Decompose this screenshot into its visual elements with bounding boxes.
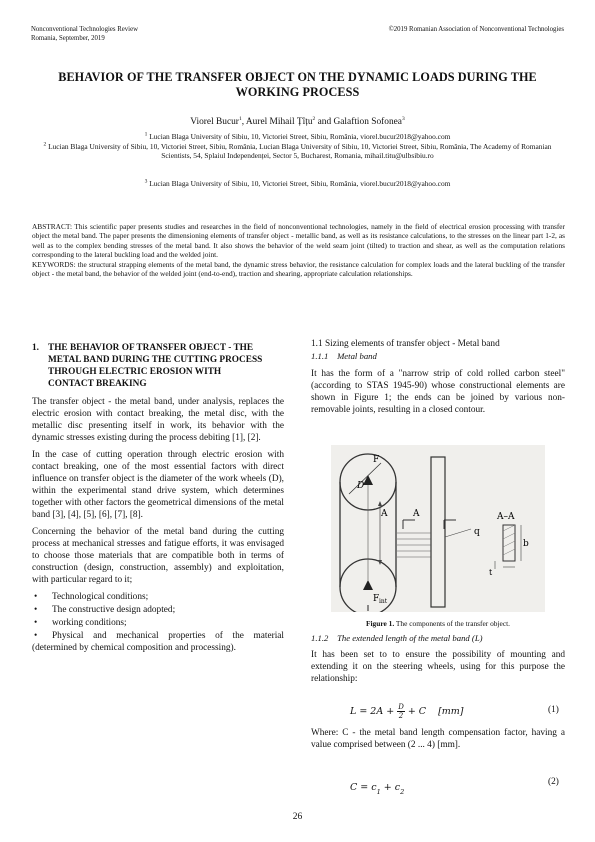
caption-text: The components of the transfer object. [394,619,511,628]
affiliation-1 [40,132,555,141]
bullet-list [32,591,284,654]
section-number: 1. [32,343,39,353]
author-list [30,116,565,128]
fraction-numerator: D [398,702,404,711]
journal-date: Romania, September, 2019 [31,34,105,42]
author-separator: , [241,117,246,127]
subsubsection-number: 1.1.1 [311,351,329,361]
list-item-text: Physical and mechanical properties of the material (determined by chemical composition and processing). [32,631,284,653]
list-item-text: Technological conditions; [52,592,149,602]
paragraph: The transfer object - the metal band, under analysis, replaces the electric erosion with contact breaking, the metal disc, with the metallic disc presenting itself in work, its behavior with the dynamic stresses existing during the process debiting [1], [2]. [32,397,284,443]
affiliation-marker: 2 [43,141,47,148]
subsubsection-heading [311,633,565,644]
keywords: KEYWORDS: the structural strapping elements of the metal band, the dynamic stress behavior, the resistance calculation for complex loads and the lateral buckling of the transfer object - the metal band, the behavior of the welded joint (end-to-end), traction and shearing, appropriate calculation relationships. [32,259,565,279]
right-column-lower [311,633,565,690]
section-label-a: A [381,509,388,519]
force-label-bottom: F [373,594,380,604]
equation-2 [350,777,404,796]
diameter-label: D [357,481,365,491]
paragraph: In the case of cutting operation through electric erosion with contact breaking, one of the most essential factors with direct influence on transfer object is the diameter of the work wheels (D), within the experimental stand drive system, which determines together with other factors the geometrical dimensions of the metal band [3], [4], [5], [6], [7], [8]. [32,450,284,520]
left-column [32,342,284,655]
list-item [32,630,284,654]
author-separator: and [315,117,334,127]
journal-header-left [31,26,138,43]
subsubsection-title: Metal band [337,351,377,361]
subscript: 1 [376,788,381,797]
bullet-icon: • [34,605,38,615]
equation-lhs: L = 2A + [350,705,395,717]
paragraph: Concerning the behavior of the metal band during the cutting process at mechanical stresses and fatigue efforts, it was envisaged to choose those materials that are compatible both in terms of construction (design, construction, assembly) and exploitation, with particular regard to it; [32,527,284,585]
author-2-affil: 2 [312,115,316,122]
thickness-label-t: t [489,568,493,577]
equation-rhs: + c [380,782,401,793]
author-2: Aurel Mihail Țîțu [245,117,313,127]
width-label-b: b [523,539,529,549]
author-3: Galaftion Sofonea [333,117,402,127]
bullet-icon: • [34,618,38,628]
copyright-notice: ©2019 Romanian Association of Nonconventional Technologies [388,26,564,33]
caption-label: Figure 1. [365,619,395,628]
load-label-q: q [474,527,480,537]
subsubsection-title: The extended length of the metal band (L) [337,633,483,643]
figure-1 [331,445,545,612]
force-subscript: int [379,598,388,605]
figure-caption [311,619,565,628]
journal-name: Nonconventional Technologies Review [31,26,138,33]
page-number: 26 [292,812,303,822]
affiliation-3 [40,179,555,188]
section-title: THE BEHAVIOR OF TRANSFER OBJECT - THE METAL BAND DURING THE CUTTING PROCESS THROUGH ELECTRIC EROSION WITH CONTACT BREAKING [48,343,263,389]
fraction-denominator: 2 [398,711,404,720]
subscript: 2 [400,788,405,797]
equation-lhs: C = c [350,782,377,793]
paper-title: BEHAVIOR OF THE TRANSFER OBJECT ON THE DYNAMIC LOADS DURING THE WORKING PROCESS [58,70,537,99]
paragraph: It has been set to to ensure the possibility of mounting and extending it on the steering wheels, using for this purpose the relationship: [311,650,565,684]
abstract-block [32,222,565,278]
list-item [32,604,284,616]
band-drawing [331,445,545,612]
subsection-heading: 1.1 Sizing elements of transfer object - Metal band [311,339,500,349]
author-3-affil: 3 [401,115,405,122]
affiliation-marker: 3 [144,178,148,185]
paragraph: It has the form of a "narrow strip of cold rolled carbon steel" (according to STAS 1945-90) whose constructional elements are shown in Figure 1; the ends can be joined by various non-removable joints, resulting in a closed contour. [311,369,565,415]
fraction [397,703,405,720]
equation-1 [350,700,464,722]
list-item-text: The constructive design adopted; [52,605,176,615]
equation-unit: [mm] [438,705,464,717]
equation-rhs: + C [407,705,427,717]
section-aa-label: A–A [497,512,515,522]
right-column-bottom [311,727,565,756]
section-heading [32,342,284,390]
list-item [32,591,284,603]
affiliation-text: Lucian Blaga University of Sibiu, 10, Victoriei Street, Sibiu, România, viorel.bucur2018@yahoo.com [147,132,451,141]
section-label-a: A [413,509,420,519]
subsubsection-heading [311,351,565,362]
abstract: ABSTRACT: This scientific paper presents studies and researches in the field of nonconventional technologies, namely in the field of electrical erosion processing with transfer object the metal band. The paper presents the dimensioning elements of transfer object - metallic band, as well as its resistance calculations, to the stresses on the linear part 1-2, as well as to the complex bending stresses of the metal band. It also shows the behavior of the weld seam joint (tilted) to traction and shear, as well as the computation relations corresponding to the lateral buckling load and the welded joint. [32,222,565,260]
bullet-icon: • [34,631,38,641]
subsubsection-number: 1.1.2 [311,633,329,643]
affiliation-text: Lucian Blaga University of Sibiu, 10, Victoriei Street, Sibiu, România, Lucian Blaga University of Sibiu, 10, Victoriei Street, Sibiu, România, The Academy of Romanian Scientists, 54, Splaiul Independenței, Sector 5, Bucharest, Romania, mihail.titu@ulbsibiu.ro [46,142,552,161]
equation-number: (2) [548,777,559,787]
list-item [32,617,284,629]
affiliation-marker: 1 [144,131,148,138]
right-column [311,338,565,421]
list-item-text: working conditions; [52,618,127,628]
paragraph: Where: C - the metal band length compensation factor, having a value comprised between (2 ... 4) [mm]. [311,728,565,750]
force-label-top: F [373,455,380,465]
author-1: Viorel Bucur [190,117,239,127]
affiliation-2 [40,142,555,161]
equation-number: (1) [548,705,559,715]
affiliation-text: Lucian Blaga University of Sibiu, 10, Victoriei Street, Sibiu, România, viorel.bucur2018@yahoo.com [147,179,451,188]
author-1-affil: 1 [238,115,242,122]
bullet-icon: • [34,592,38,602]
